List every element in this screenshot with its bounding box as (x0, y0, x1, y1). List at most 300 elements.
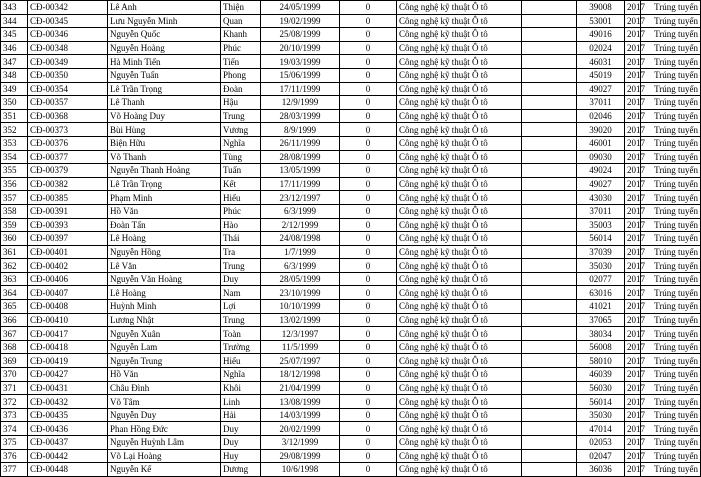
birth-date-cell: 10/6/1998 (261, 463, 340, 477)
blank-cell (522, 14, 577, 28)
blank-cell (522, 272, 577, 286)
candidate-code: CĐ-00397 (28, 232, 108, 246)
row-number: 347 (1, 55, 28, 69)
surname-cell: Lương Nhật (108, 313, 221, 327)
zero-cell: 0 (340, 82, 397, 96)
zero-cell: 0 (340, 191, 397, 205)
zero-cell: 0 (340, 245, 397, 259)
given-name-cell: Trung (221, 259, 261, 273)
year-cell: 2017 (625, 136, 641, 150)
given-name-cell: Khanh (221, 28, 261, 42)
region-code-cell: 02024 (577, 41, 625, 55)
year-cell: 2017 (625, 123, 641, 137)
row-number: 355 (1, 164, 28, 178)
major-cell: Công nghệ kỹ thuật Ô tô (397, 436, 522, 450)
blank-cell (522, 381, 577, 395)
candidate-code: CĐ-00376 (28, 136, 108, 150)
major-cell: Công nghệ kỹ thuật Ô tô (397, 340, 522, 354)
major-cell: Công nghệ kỹ thuật Ô tô (397, 109, 522, 123)
birth-date-cell: 19/03/1999 (261, 55, 340, 69)
blank-cell (522, 327, 577, 341)
row-number: 361 (1, 245, 28, 259)
given-name-cell: Tiến (221, 55, 261, 69)
result-cell: Trúng tuyển (641, 109, 701, 123)
major-cell: Công nghệ kỹ thuật Ô tô (397, 150, 522, 164)
birth-date-cell: 12/9/1999 (261, 96, 340, 110)
row-number: 356 (1, 177, 28, 191)
candidate-code: CĐ-00436 (28, 422, 108, 436)
row-number: 362 (1, 259, 28, 273)
zero-cell: 0 (340, 204, 397, 218)
result-cell: Trúng tuyển (641, 368, 701, 382)
major-cell: Công nghệ kỹ thuật Ô tô (397, 1, 522, 15)
region-code-cell: 37011 (577, 96, 625, 110)
table-row (1, 436, 701, 450)
region-code-cell: 37011 (577, 204, 625, 218)
region-code-cell: 02047 (577, 449, 625, 463)
major-cell: Công nghệ kỹ thuật Ô tô (397, 55, 522, 69)
candidate-code: CĐ-00345 (28, 14, 108, 28)
region-code-cell: 49027 (577, 82, 625, 96)
birth-date-cell: 21/04/1999 (261, 381, 340, 395)
given-name-cell: Khôi (221, 381, 261, 395)
row-number: 351 (1, 109, 28, 123)
blank-cell (522, 191, 577, 205)
year-cell: 2017 (625, 272, 641, 286)
zero-cell: 0 (340, 436, 397, 450)
surname-cell: Nguyễn Quốc (108, 28, 221, 42)
result-cell: Trúng tuyển (641, 381, 701, 395)
table-body (1, 1, 701, 477)
table-row (1, 28, 701, 42)
zero-cell: 0 (340, 177, 397, 191)
region-code-cell: 58010 (577, 354, 625, 368)
birth-date-cell: 28/03/1999 (261, 109, 340, 123)
surname-cell: Lê Thanh (108, 96, 221, 110)
candidate-code: CĐ-00349 (28, 55, 108, 69)
birth-date-cell: 23/10/1999 (261, 286, 340, 300)
zero-cell: 0 (340, 14, 397, 28)
candidate-code: CĐ-00437 (28, 436, 108, 450)
birth-date-cell: 2/12/1999 (261, 218, 340, 232)
table-row (1, 218, 701, 232)
zero-cell: 0 (340, 300, 397, 314)
surname-cell: Võ Lại Hoàng (108, 449, 221, 463)
row-number: 346 (1, 41, 28, 55)
major-cell: Công nghệ kỹ thuật Ô tô (397, 300, 522, 314)
candidate-code: CĐ-00393 (28, 218, 108, 232)
surname-cell: Hồ Văn (108, 368, 221, 382)
birth-date-cell: 19/02/1999 (261, 14, 340, 28)
row-number: 352 (1, 123, 28, 137)
result-cell: Trúng tuyển (641, 14, 701, 28)
blank-cell (522, 150, 577, 164)
table-row (1, 204, 701, 218)
given-name-cell: Hiếu (221, 191, 261, 205)
major-cell: Công nghệ kỹ thuật Ô tô (397, 286, 522, 300)
table-row (1, 327, 701, 341)
birth-date-cell: 26/11/1999 (261, 136, 340, 150)
blank-cell (522, 136, 577, 150)
table-row (1, 272, 701, 286)
year-cell: 2017 (625, 354, 641, 368)
year-cell: 2017 (625, 55, 641, 69)
candidate-code: CĐ-00357 (28, 96, 108, 110)
birth-date-cell: 28/08/1999 (261, 150, 340, 164)
candidate-code: CĐ-00368 (28, 109, 108, 123)
surname-cell: Võ Thanh (108, 150, 221, 164)
blank-cell (522, 218, 577, 232)
table-row (1, 463, 701, 477)
birth-date-cell: 28/05/1999 (261, 272, 340, 286)
row-number: 364 (1, 286, 28, 300)
result-cell: Trúng tuyển (641, 150, 701, 164)
result-cell: Trúng tuyển (641, 41, 701, 55)
result-cell: Trúng tuyển (641, 286, 701, 300)
zero-cell: 0 (340, 313, 397, 327)
blank-cell (522, 232, 577, 246)
given-name-cell: Kết (221, 177, 261, 191)
surname-cell: Nguyễn Duy (108, 408, 221, 422)
birth-date-cell: 13/05/1999 (261, 164, 340, 178)
zero-cell: 0 (340, 164, 397, 178)
surname-cell: Nguyễn Huỳnh Lâm (108, 436, 221, 450)
year-cell: 2017 (625, 14, 641, 28)
table-row (1, 232, 701, 246)
birth-date-cell: 25/07/1997 (261, 354, 340, 368)
result-cell: Trúng tuyển (641, 272, 701, 286)
surname-cell: Lê Hoàng (108, 232, 221, 246)
row-number: 360 (1, 232, 28, 246)
year-cell: 2017 (625, 109, 641, 123)
blank-cell (522, 55, 577, 69)
candidate-code: CĐ-00401 (28, 245, 108, 259)
table-row (1, 41, 701, 55)
row-number: 366 (1, 313, 28, 327)
zero-cell: 0 (340, 1, 397, 15)
major-cell: Công nghệ kỹ thuật Ô tô (397, 422, 522, 436)
major-cell: Công nghệ kỹ thuật Ô tô (397, 136, 522, 150)
major-cell: Công nghệ kỹ thuật Ô tô (397, 218, 522, 232)
major-cell: Công nghệ kỹ thuật Ô tô (397, 177, 522, 191)
blank-cell (522, 259, 577, 273)
zero-cell: 0 (340, 96, 397, 110)
candidate-code: CĐ-00442 (28, 449, 108, 463)
given-name-cell: Nam (221, 286, 261, 300)
major-cell: Công nghệ kỹ thuật Ô tô (397, 463, 522, 477)
zero-cell: 0 (340, 218, 397, 232)
blank-cell (522, 463, 577, 477)
surname-cell: Lê Trần Trọng (108, 82, 221, 96)
zero-cell: 0 (340, 68, 397, 82)
year-cell: 2017 (625, 463, 641, 477)
surname-cell: Lê Hoàng (108, 286, 221, 300)
surname-cell: Nguyễn Kế (108, 463, 221, 477)
year-cell: 2017 (625, 82, 641, 96)
table-row (1, 191, 701, 205)
blank-cell (522, 1, 577, 15)
result-cell: Trúng tuyển (641, 164, 701, 178)
table-row (1, 96, 701, 110)
table-row (1, 408, 701, 422)
major-cell: Công nghệ kỹ thuật Ô tô (397, 164, 522, 178)
zero-cell: 0 (340, 340, 397, 354)
birth-date-cell: 29/08/1999 (261, 449, 340, 463)
region-code-cell: 49027 (577, 177, 625, 191)
table-row (1, 164, 701, 178)
year-cell: 2017 (625, 245, 641, 259)
zero-cell: 0 (340, 463, 397, 477)
year-cell: 2017 (625, 395, 641, 409)
result-cell: Trúng tuyển (641, 136, 701, 150)
blank-cell (522, 109, 577, 123)
year-cell: 2017 (625, 449, 641, 463)
zero-cell: 0 (340, 286, 397, 300)
row-number: 377 (1, 463, 28, 477)
given-name-cell: Quan (221, 14, 261, 28)
region-code-cell: 37039 (577, 245, 625, 259)
given-name-cell: Trung (221, 109, 261, 123)
row-number: 343 (1, 1, 28, 15)
candidate-code: CĐ-00350 (28, 68, 108, 82)
region-code-cell: 41021 (577, 300, 625, 314)
blank-cell (522, 313, 577, 327)
zero-cell: 0 (340, 109, 397, 123)
given-name-cell: Tuấn (221, 164, 261, 178)
candidate-code: CĐ-00382 (28, 177, 108, 191)
major-cell: Công nghệ kỹ thuật Ô tô (397, 368, 522, 382)
birth-date-cell: 20/02/1999 (261, 422, 340, 436)
zero-cell: 0 (340, 41, 397, 55)
table-row (1, 68, 701, 82)
region-code-cell: 63016 (577, 286, 625, 300)
table-row (1, 286, 701, 300)
result-cell: Trúng tuyển (641, 82, 701, 96)
year-cell: 2017 (625, 204, 641, 218)
result-cell: Trúng tuyển (641, 436, 701, 450)
surname-cell: Nguyễn Hồng (108, 245, 221, 259)
region-code-cell: 47014 (577, 422, 625, 436)
major-cell: Công nghệ kỹ thuật Ô tô (397, 191, 522, 205)
row-number: 349 (1, 82, 28, 96)
major-cell: Công nghệ kỹ thuật Ô tô (397, 232, 522, 246)
year-cell: 2017 (625, 259, 641, 273)
zero-cell: 0 (340, 449, 397, 463)
candidate-code: CĐ-00418 (28, 340, 108, 354)
region-code-cell: 02046 (577, 109, 625, 123)
row-number: 373 (1, 408, 28, 422)
given-name-cell: Phúc (221, 41, 261, 55)
given-name-cell: Duy (221, 272, 261, 286)
table-row (1, 395, 701, 409)
birth-date-cell: 17/11/1999 (261, 177, 340, 191)
table-row (1, 340, 701, 354)
table-row (1, 82, 701, 96)
birth-date-cell: 10/10/1999 (261, 300, 340, 314)
zero-cell: 0 (340, 327, 397, 341)
year-cell: 2017 (625, 313, 641, 327)
row-number: 354 (1, 150, 28, 164)
candidate-code: CĐ-00373 (28, 123, 108, 137)
result-cell: Trúng tuyển (641, 218, 701, 232)
result-cell: Trúng tuyển (641, 300, 701, 314)
major-cell: Công nghệ kỹ thuật Ô tô (397, 313, 522, 327)
row-number: 348 (1, 68, 28, 82)
surname-cell: Lê Trần Trọng (108, 177, 221, 191)
region-code-cell: 46039 (577, 368, 625, 382)
zero-cell: 0 (340, 272, 397, 286)
blank-cell (522, 41, 577, 55)
region-code-cell: 39020 (577, 123, 625, 137)
result-cell: Trúng tuyển (641, 28, 701, 42)
major-cell: Công nghệ kỹ thuật Ô tô (397, 204, 522, 218)
table-row (1, 109, 701, 123)
surname-cell: Phạm Minh (108, 191, 221, 205)
given-name-cell: Nghĩa (221, 136, 261, 150)
blank-cell (522, 204, 577, 218)
major-cell: Công nghệ kỹ thuật Ô tô (397, 272, 522, 286)
candidate-code: CĐ-00435 (28, 408, 108, 422)
zero-cell: 0 (340, 395, 397, 409)
region-code-cell: 56008 (577, 340, 625, 354)
surname-cell: Võ Tâm (108, 395, 221, 409)
birth-date-cell: 8/9/1999 (261, 123, 340, 137)
given-name-cell: Hải (221, 408, 261, 422)
result-cell: Trúng tuyển (641, 354, 701, 368)
surname-cell: Bùi Hùng (108, 123, 221, 137)
region-code-cell: 36036 (577, 463, 625, 477)
result-cell: Trúng tuyển (641, 191, 701, 205)
blank-cell (522, 422, 577, 436)
row-number: 350 (1, 96, 28, 110)
major-cell: Công nghệ kỹ thuật Ô tô (397, 68, 522, 82)
zero-cell: 0 (340, 136, 397, 150)
candidate-code: CĐ-00417 (28, 327, 108, 341)
birth-date-cell: 17/11/1999 (261, 82, 340, 96)
result-cell: Trúng tuyển (641, 395, 701, 409)
major-cell: Công nghệ kỹ thuật Ô tô (397, 327, 522, 341)
result-cell: Trúng tuyển (641, 259, 701, 273)
blank-cell (522, 354, 577, 368)
year-cell: 2017 (625, 191, 641, 205)
year-cell: 2017 (625, 327, 641, 341)
candidate-code: CĐ-00407 (28, 286, 108, 300)
given-name-cell: Vương (221, 123, 261, 137)
year-cell: 2017 (625, 368, 641, 382)
candidate-code: CĐ-00354 (28, 82, 108, 96)
candidate-code: CĐ-00377 (28, 150, 108, 164)
result-cell: Trúng tuyển (641, 123, 701, 137)
row-number: 344 (1, 14, 28, 28)
table-row (1, 381, 701, 395)
row-number: 372 (1, 395, 28, 409)
row-number: 358 (1, 204, 28, 218)
zero-cell: 0 (340, 259, 397, 273)
row-number: 375 (1, 436, 28, 450)
given-name-cell: Duy (221, 436, 261, 450)
blank-cell (522, 300, 577, 314)
row-number: 376 (1, 449, 28, 463)
blank-cell (522, 96, 577, 110)
row-number: 371 (1, 381, 28, 395)
major-cell: Công nghệ kỹ thuật Ô tô (397, 28, 522, 42)
birth-date-cell: 25/08/1999 (261, 28, 340, 42)
row-number: 369 (1, 354, 28, 368)
birth-date-cell: 18/12/1998 (261, 368, 340, 382)
surname-cell: Lê Anh (108, 1, 221, 15)
year-cell: 2017 (625, 232, 641, 246)
year-cell: 2017 (625, 164, 641, 178)
table-row (1, 1, 701, 15)
region-code-cell: 02053 (577, 436, 625, 450)
year-cell: 2017 (625, 408, 641, 422)
zero-cell: 0 (340, 422, 397, 436)
given-name-cell: Hậu (221, 96, 261, 110)
year-cell: 2017 (625, 41, 641, 55)
blank-cell (522, 449, 577, 463)
region-code-cell: 02077 (577, 272, 625, 286)
surname-cell: Châu Đình (108, 381, 221, 395)
candidate-code: CĐ-00431 (28, 381, 108, 395)
zero-cell: 0 (340, 150, 397, 164)
region-code-cell: 35030 (577, 408, 625, 422)
zero-cell: 0 (340, 28, 397, 42)
zero-cell: 0 (340, 232, 397, 246)
year-cell: 2017 (625, 300, 641, 314)
major-cell: Công nghệ kỹ thuật Ô tô (397, 259, 522, 273)
result-cell: Trúng tuyển (641, 408, 701, 422)
candidate-code: CĐ-00448 (28, 463, 108, 477)
result-cell: Trúng tuyển (641, 96, 701, 110)
zero-cell: 0 (340, 381, 397, 395)
region-code-cell: 46031 (577, 55, 625, 69)
year-cell: 2017 (625, 422, 641, 436)
birth-date-cell: 12/3/1997 (261, 327, 340, 341)
zero-cell: 0 (340, 408, 397, 422)
surname-cell: Lưu Nguyễn Minh (108, 14, 221, 28)
row-number: 370 (1, 368, 28, 382)
candidate-code: CĐ-00385 (28, 191, 108, 205)
table-row (1, 259, 701, 273)
given-name-cell: Huy (221, 449, 261, 463)
year-cell: 2017 (625, 96, 641, 110)
table-row (1, 368, 701, 382)
major-cell: Công nghệ kỹ thuật Ô tô (397, 395, 522, 409)
region-code-cell: 49024 (577, 164, 625, 178)
birth-date-cell: 20/10/1999 (261, 41, 340, 55)
blank-cell (522, 68, 577, 82)
blank-cell (522, 436, 577, 450)
result-cell: Trúng tuyển (641, 177, 701, 191)
given-name-cell: Duy (221, 422, 261, 436)
zero-cell: 0 (340, 123, 397, 137)
table-row (1, 136, 701, 150)
given-name-cell: Phúc (221, 204, 261, 218)
candidate-code: CĐ-00342 (28, 1, 108, 15)
row-number: 368 (1, 340, 28, 354)
surname-cell: Nguyễn Hoàng (108, 41, 221, 55)
table-row (1, 245, 701, 259)
surname-cell: Đoàn Tấn (108, 218, 221, 232)
blank-cell (522, 123, 577, 137)
candidate-code: CĐ-00346 (28, 28, 108, 42)
blank-cell (522, 368, 577, 382)
major-cell: Công nghệ kỹ thuật Ô tô (397, 82, 522, 96)
year-cell: 2017 (625, 218, 641, 232)
surname-cell: Nguyễn Lam (108, 340, 221, 354)
birth-date-cell: 14/03/1999 (261, 408, 340, 422)
birth-date-cell: 15/06/1999 (261, 68, 340, 82)
